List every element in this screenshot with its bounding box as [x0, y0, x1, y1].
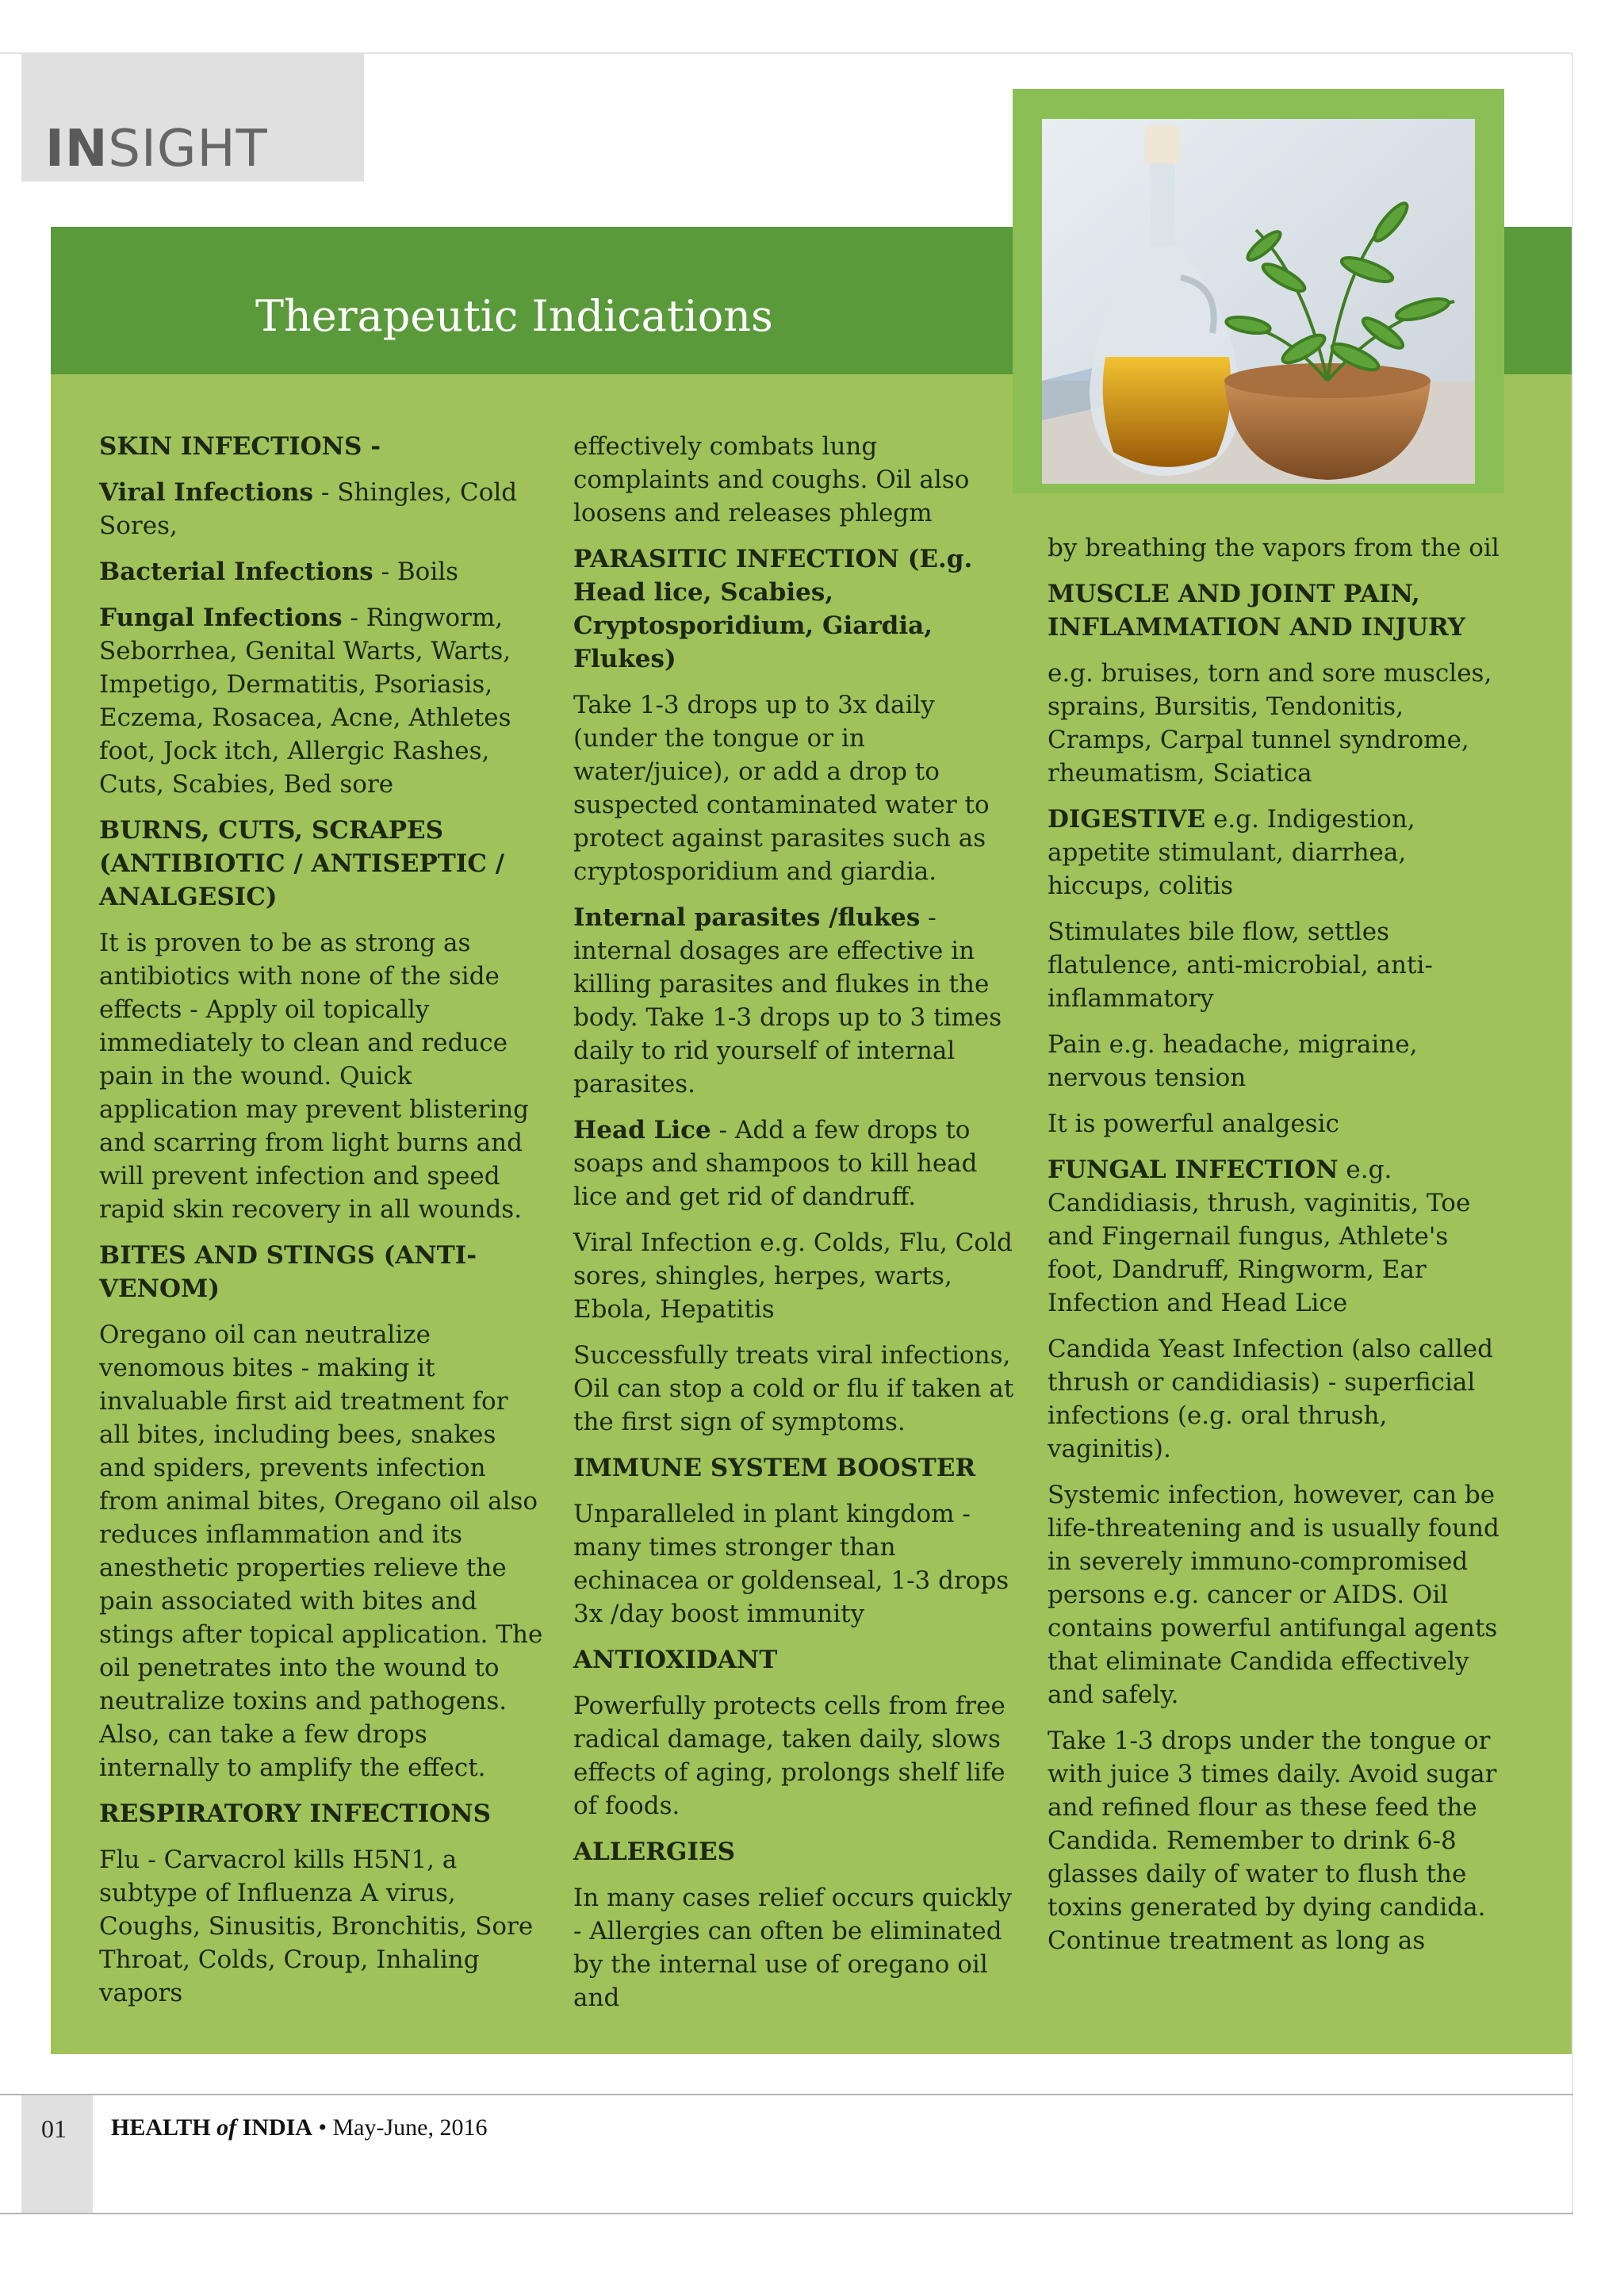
paragraph: [99, 476, 543, 542]
section-label-rest: SIGHT: [108, 120, 268, 178]
paragraph-text: by breathing the vapors from the oil: [1048, 534, 1500, 562]
text-column-3: [1048, 531, 1507, 1970]
section-label: [45, 120, 268, 178]
paragraph-text: Take 1-3 drops up to 3x daily (under the tongue or in water/juice), or add a drop to suspected contaminated water to protect against parasites such as cryptosporidium and giardia.: [573, 691, 990, 886]
paragraph: [573, 1339, 1017, 1439]
publication-india: INDIA: [236, 2114, 312, 2141]
paragraph: [1048, 1478, 1507, 1711]
paragraph-text: Take 1-3 drops under the tongue or with juice 3 times daily. Avoid sugar and refined flour as these feed the Candida. Remember to drink 6-8 glasses daily of water to flush the toxins generated by dying candida. Continue treatment as long as: [1048, 1727, 1497, 1955]
paragraph: [573, 688, 1017, 888]
section-heading: SKIN INFECTIONS -: [99, 432, 381, 461]
page-number: 01: [41, 2114, 67, 2143]
paragraph-text: - Ringworm, Seborrhea, Genital Warts, Warts, Impetigo, Dermatitis, Psoriasis, Eczema, Rosacea, Acne, Athletes foot, Jock itch, Allergic Rashes, Cuts, Scabies, Bed sore: [99, 604, 511, 799]
section-label-bold: IN: [45, 120, 109, 178]
paragraph: [99, 601, 543, 801]
paragraph: [573, 1226, 1017, 1326]
paragraph-text: - Shingles, Cold Sores,: [99, 478, 518, 540]
section-heading: BITES AND STINGS (ANTI-VENOM): [99, 1241, 477, 1303]
right-rule: [1572, 52, 1573, 2214]
text-column-2: [573, 430, 1017, 2027]
section-heading: ANTIOXIDANT: [573, 1646, 778, 1674]
paragraph-text: effectively combats lung complaints and coughs. Oil also loosens and releases phlegm: [573, 432, 970, 527]
paragraph-lead: FUNGAL INFECTION: [1048, 1156, 1339, 1184]
footer-rule-top: [0, 2094, 1573, 2095]
paragraph: [99, 1843, 543, 2010]
paragraph: [1048, 1332, 1507, 1466]
publication-of: of: [216, 2114, 237, 2141]
paragraph: [1048, 803, 1507, 903]
paragraph: [99, 1318, 543, 1784]
paragraph-text: Powerfully protects cells from free radical damage, taken daily, slows effects of aging, prolongs shelf life of foods.: [573, 1692, 1005, 1820]
paragraph: [573, 1881, 1017, 2014]
paragraph-text: Flu - Carvacrol kills H5N1, a subtype of Influenza A virus, Coughs, Sinusitis, Bronchitis, Sore Throat, Colds, Croup, Inhaling vapors: [99, 1846, 534, 2007]
paragraph-lead: Fungal Infections: [99, 604, 343, 632]
paragraph-text: Systemic infection, however, can be life-threatening and is usually found in severely immuno-compromised persons e.g. cancer or AIDS. Oil contains powerful antifungal agents that eliminate Candida effectively and safely.: [1048, 1481, 1500, 1709]
section-heading: PARASITIC INFECTION (E.g. Head lice, Scabies, Cryptosporidium, Giardia, Flukes): [573, 545, 973, 673]
paragraph: [1048, 657, 1507, 790]
paragraph-text: In many cases relief occurs quickly - Allergies can often be eliminated by the internal use of oregano oil and: [573, 1884, 1013, 2012]
paragraph-text: - Boils: [373, 558, 459, 586]
paragraph-lead: Bacterial Infections: [99, 558, 373, 586]
paragraph: [573, 901, 1017, 1101]
paragraph-text: - internal dosages are effective in killing parasites and flukes in the body. Take 1-3 drops up to 3 times daily to rid yourself of internal parasites.: [573, 903, 1002, 1098]
paragraph-lead: Viral Infections: [99, 478, 314, 507]
publication-health: HEALTH: [111, 2114, 217, 2141]
paragraph: [573, 1689, 1017, 1823]
page-title: Therapeutic Indications: [255, 291, 773, 341]
paragraph: [573, 430, 1017, 530]
paragraph-text: It is proven to be as strong as antibiotics with none of the side effects - Apply oil topically immediately to clean and reduce pain in the wound. Quick application may prevent blistering and scarring from light burns and will prevent infection and speed rapid skin recovery in all wounds.: [99, 929, 530, 1224]
issue-date: • May-June, 2016: [312, 2114, 488, 2141]
paragraph-lead: DIGESTIVE: [1048, 805, 1206, 834]
oregano-oil-photo-image: [1042, 119, 1475, 484]
paragraph-text: e.g. bruises, torn and sore muscles, sprains, Bursitis, Tendonitis, Cramps, Carpal tunnel syndrome, rheumatism, Sciatica: [1048, 659, 1492, 788]
paragraph: [573, 1114, 1017, 1213]
paragraph: [1048, 1724, 1507, 1957]
paragraph-lead: Head Lice: [573, 1116, 711, 1144]
paragraph-text: e.g. Indigestion, appetite stimulant, diarrhea, hiccups, colitis: [1048, 805, 1415, 900]
paragraph-text: Oregano oil can neutralize venomous bites - making it invaluable first aid treatment for all bites, including bees, snakes and spiders, prevents infection from animal bites, Oregano oil also reduces inflammation and its anesthetic properties relieve the pain associated with bites and stings after topical application. The oil penetrates into the wound to neutralize toxins and pathogens. Also, can take a few drops internally to amplify the effect.: [99, 1320, 543, 1782]
section-heading: MUSCLE AND JOINT PAIN, INFLAMMATION AND INJURY: [1048, 580, 1465, 642]
paragraph: [1048, 1028, 1507, 1094]
section-heading: RESPIRATORY INFECTIONS: [99, 1800, 491, 1828]
paragraph-text: Viral Infection e.g. Colds, Flu, Cold sores, shingles, herpes, warts, Ebola, Hepatitis: [573, 1228, 1013, 1324]
paragraph: [1048, 531, 1507, 565]
paragraph-text: - Add a few drops to soaps and shampoos to kill head lice and get rid of dandruff.: [573, 1116, 978, 1211]
paragraph: [99, 555, 543, 588]
paragraph: [99, 926, 543, 1226]
footer-rule-bottom: [0, 2213, 1573, 2214]
paragraph: [1048, 915, 1507, 1015]
paragraph-text: It is powerful analgesic: [1048, 1110, 1339, 1138]
paragraph-text: Pain e.g. headache, migraine, nervous tension: [1048, 1030, 1418, 1092]
footer-page-box: [21, 2095, 93, 2213]
paragraph-text: e.g. Candidiasis, thrush, vaginitis, Toe and Fingernail fungus, Athlete's foot, Dandruff, Ringworm, Ear Infection and Head Lice: [1048, 1156, 1471, 1317]
section-heading: ALLERGIES: [573, 1838, 736, 1866]
paragraph-lead: Internal parasites /flukes: [573, 903, 921, 932]
section-heading: BURNS, CUTS, SCRAPES (ANTIBIOTIC / ANTISEPTIC / ANALGESIC): [99, 816, 505, 911]
paragraph-text: Successfully treats viral infections, Oil can stop a cold or flu if taken at the first sign of symptoms.: [573, 1341, 1014, 1436]
section-label-box: [21, 54, 364, 182]
paragraph-text: Unparalleled in plant kingdom - many times stronger than echinacea or goldenseal, 1-3 drops 3x /day boost immunity: [573, 1500, 1009, 1628]
paragraph: [573, 1497, 1017, 1631]
text-column-1: [99, 430, 543, 2022]
oregano-oil-photo: [1042, 119, 1475, 484]
paragraph: [1048, 1107, 1507, 1140]
paragraph-text: Stimulates bile flow, settles flatulence, anti-microbial, anti-inflammatory: [1048, 918, 1433, 1013]
publication-line: [111, 2114, 487, 2141]
paragraph: [1048, 1153, 1507, 1320]
paragraph-text: Candida Yeast Infection (also called thrush or candidiasis) - superficial infections (e.g. oral thrush, vaginitis).: [1048, 1335, 1493, 1463]
section-heading: IMMUNE SYSTEM BOOSTER: [573, 1454, 976, 1482]
